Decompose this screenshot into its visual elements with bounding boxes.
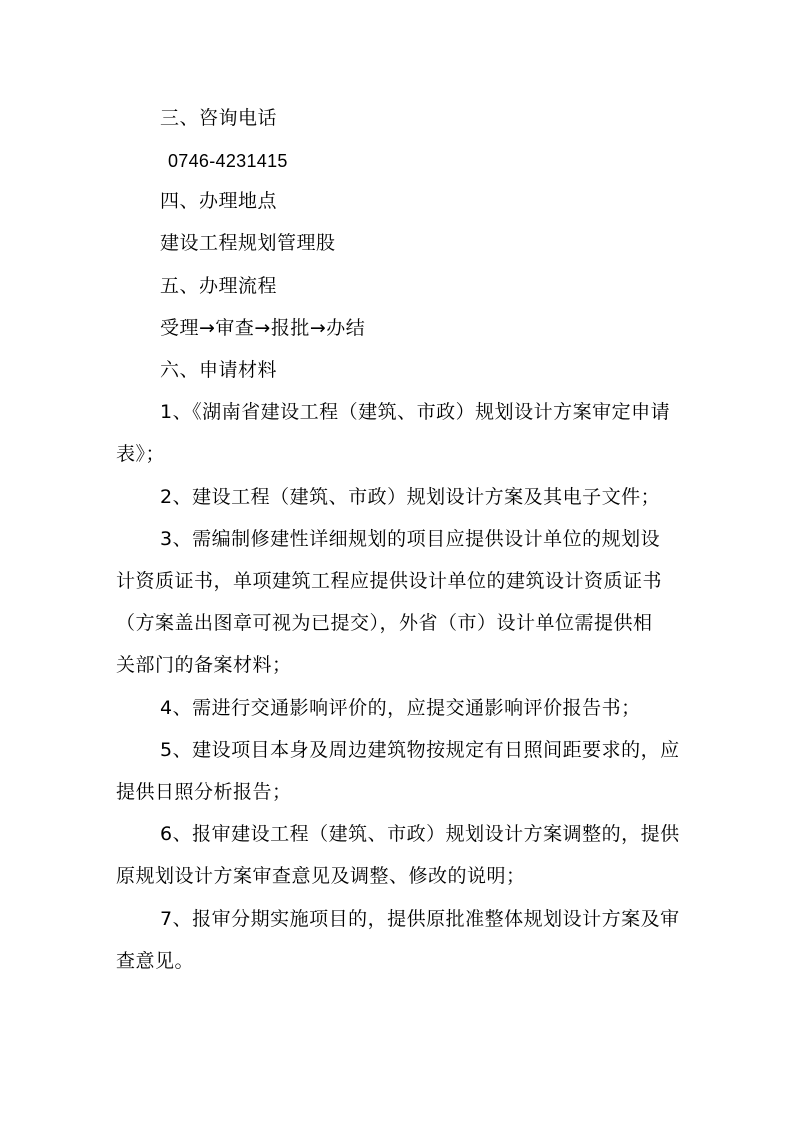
material-item-5-line-1: 5、建设项目本身及周边建筑物按规定有日照间距要求的，应 xyxy=(160,739,680,761)
material-item-3-line-4: 关部门的备案材料； xyxy=(116,654,292,676)
location-text: 建设工程规划管理股 xyxy=(160,232,336,254)
material-item-3-line-1: 3、需编制修建性详细规划的项目应提供设计单位的规划设 xyxy=(160,528,661,550)
material-item-7-line-2: 查意见。 xyxy=(116,950,195,972)
material-item-6-line-1: 6、报审建设工程（建筑、市政）规划设计方案调整的，提供 xyxy=(160,823,680,845)
material-item-1-line-2: 表》； xyxy=(116,443,166,465)
material-item-1-line-1: 1、《湖南省建设工程（建筑、市政）规划设计方案审定申请 xyxy=(160,401,671,423)
section-heading-materials: 六、申请材料 xyxy=(160,359,278,381)
phone-number: 0746-4231415 xyxy=(168,151,288,171)
material-item-6-line-2: 原规划设计方案审查意见及调整、修改的说明； xyxy=(116,865,526,887)
section-heading-phone: 三、咨询电话 xyxy=(160,107,278,129)
process-text: 受理→审查→报批→办结 xyxy=(160,317,366,339)
section-heading-process: 五、办理流程 xyxy=(160,275,278,297)
section-heading-location: 四、办理地点 xyxy=(160,190,278,212)
material-item-3-line-2: 计资质证书，单项建筑工程应提供设计单位的建筑设计资质证书 xyxy=(116,570,663,592)
material-item-2-line-1: 2、建设工程（建筑、市政）规划设计方案及其电子文件； xyxy=(160,486,661,508)
material-item-3-line-3: （方案盖出图章可视为已提交），外省（市）设计单位需提供相 xyxy=(116,612,653,634)
material-item-5-line-2: 提供日照分析报告； xyxy=(116,781,292,803)
material-item-7-line-1: 7、报审分期实施项目的，提供原批准整体规划设计方案及审 xyxy=(160,908,680,930)
material-item-4-line-1: 4、需进行交通影响评价的，应提交通影响评价报告书； xyxy=(160,697,641,719)
